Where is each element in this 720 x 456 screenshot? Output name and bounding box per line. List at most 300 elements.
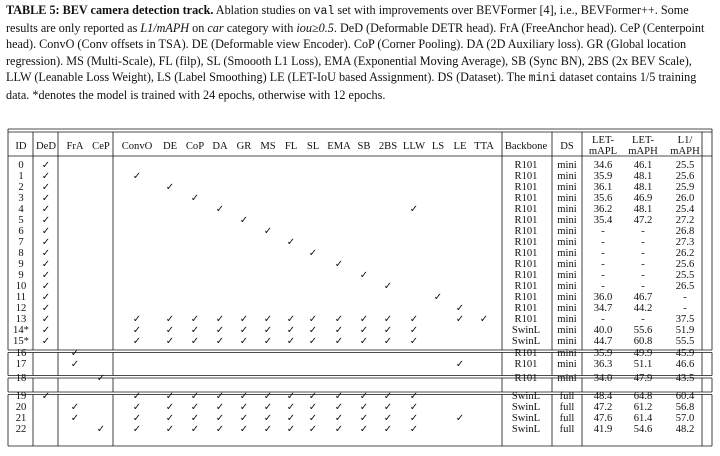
row-id: 7	[18, 237, 24, 248]
cell-let-maph: 44.2	[633, 303, 653, 314]
header-llw: LLW	[402, 141, 426, 152]
check-mark-icon: ✓	[409, 402, 419, 413]
cell-l1-maph: -	[683, 303, 687, 314]
check-mark-icon: ✓	[263, 402, 273, 413]
check-mark-icon: ✓	[383, 402, 393, 413]
check-mark-icon: ✓	[409, 314, 419, 325]
cell-let-mapl: -	[601, 226, 605, 237]
cell-backbone: SwinL	[511, 402, 541, 413]
cell-let-mapl: -	[601, 314, 605, 325]
cell-backbone: R101	[514, 160, 538, 171]
row-id: 14*	[13, 325, 29, 336]
cell-backbone: SwinL	[511, 424, 541, 435]
caption-metric: L1/mAPH	[140, 21, 190, 36]
header-da: DA	[212, 141, 228, 152]
check-mark-icon: ✓	[41, 215, 51, 226]
cell-let-maph: 51.1	[633, 359, 653, 370]
cell-dataset: mini	[557, 171, 577, 182]
check-mark-icon: ✓	[334, 314, 344, 325]
header-le: LE	[453, 141, 467, 152]
check-mark-icon: ✓	[165, 325, 175, 336]
check-mark-icon: ✓	[455, 413, 465, 424]
check-mark-icon: ✓	[132, 314, 142, 325]
row-id: 17	[15, 359, 27, 370]
check-mark-icon: ✓	[409, 325, 419, 336]
caption-text: category with	[223, 21, 297, 36]
check-mark-icon: ✓	[383, 391, 393, 402]
row-id: 15*	[13, 336, 29, 347]
caption-title: BEV camera detection track.	[62, 3, 214, 17]
cell-let-mapl: -	[601, 270, 605, 281]
cell-dataset: mini	[557, 248, 577, 259]
cell-dataset: mini	[557, 314, 577, 325]
header-ema: EMA	[327, 141, 351, 152]
row-id: 20	[15, 402, 27, 413]
header-let-mapl: LET-	[592, 135, 614, 146]
row-id: 5	[18, 215, 24, 226]
check-mark-icon: ✓	[359, 402, 369, 413]
check-mark-icon: ✓	[132, 171, 142, 182]
cell-let-maph: -	[641, 314, 645, 325]
check-mark-icon: ✓	[41, 248, 51, 259]
cell-let-maph: 61.4	[633, 413, 653, 424]
check-mark-icon: ✓	[190, 325, 200, 336]
check-mark-icon: ✓	[359, 314, 369, 325]
row-id: 16	[15, 348, 27, 359]
cell-dataset: mini	[557, 182, 577, 193]
cell-l1-maph: 27.3	[675, 237, 695, 248]
check-mark-icon: ✓	[455, 303, 465, 314]
cell-dataset: mini	[557, 270, 577, 281]
check-mark-icon: ✓	[132, 391, 142, 402]
cell-let-mapl: 36.0	[593, 292, 613, 303]
cell-l1-maph: 48.2	[675, 424, 695, 435]
row-id: 18	[15, 373, 27, 384]
cell-let-mapl: -	[601, 259, 605, 270]
cell-dataset: full	[559, 402, 575, 413]
check-mark-icon: ✓	[334, 413, 344, 424]
cell-l1-maph: 25.5	[675, 270, 695, 281]
check-mark-icon: ✓	[215, 413, 225, 424]
check-mark-icon: ✓	[286, 237, 296, 248]
header-let-maph: LET-	[632, 135, 654, 146]
cell-let-maph: -	[641, 237, 645, 248]
cell-dataset: mini	[557, 204, 577, 215]
check-mark-icon: ✓	[165, 424, 175, 435]
caption-code-mini: mini	[528, 71, 557, 85]
header-ds: DS	[560, 141, 574, 152]
cell-backbone: R101	[514, 292, 538, 303]
cell-backbone: SwinL	[511, 336, 541, 347]
cell-let-maph: 48.1	[633, 204, 653, 215]
header-l1-maph: L1/	[677, 135, 693, 146]
cell-let-mapl: 47.2	[593, 402, 613, 413]
caption-fraction: 1/5	[639, 69, 656, 84]
check-mark-icon: ✓	[286, 336, 296, 347]
cell-dataset: mini	[557, 281, 577, 292]
row-id: 13	[15, 314, 27, 325]
check-mark-icon: ✓	[239, 424, 249, 435]
cell-backbone: R101	[514, 270, 538, 281]
cell-backbone: R101	[514, 281, 538, 292]
cell-l1-maph: 56.8	[675, 402, 695, 413]
cell-let-maph: 49.9	[633, 348, 653, 359]
check-mark-icon: ✓	[215, 325, 225, 336]
row-id: 3	[18, 193, 24, 204]
check-mark-icon: ✓	[334, 336, 344, 347]
caption-code-val: val	[313, 5, 335, 18]
header-cop: CoP	[185, 141, 205, 152]
caption-text: on	[189, 21, 208, 36]
cell-let-maph: 47.9	[633, 373, 653, 384]
check-mark-icon: ✓	[165, 336, 175, 347]
check-mark-icon: ✓	[132, 402, 142, 413]
check-mark-icon: ✓	[334, 402, 344, 413]
check-mark-icon: ✓	[239, 391, 249, 402]
check-mark-icon: ✓	[383, 336, 393, 347]
cell-let-mapl: -	[601, 237, 605, 248]
cell-let-mapl: 48.4	[593, 391, 613, 402]
cell-dataset: mini	[557, 226, 577, 237]
check-mark-icon: ✓	[334, 391, 344, 402]
check-mark-icon: ✓	[286, 314, 296, 325]
cell-backbone: R101	[514, 226, 538, 237]
check-mark-icon: ✓	[239, 402, 249, 413]
check-mark-icon: ✓	[263, 424, 273, 435]
row-id: 0	[18, 160, 24, 171]
cell-dataset: mini	[557, 215, 577, 226]
caption-text: set with improvements over BEVFormer [4], i.e., BEVFormer++. Some results are only reported as	[6, 3, 689, 36]
check-mark-icon: ✓	[239, 215, 249, 226]
check-mark-icon: ✓	[70, 413, 80, 424]
check-mark-icon: ✓	[334, 325, 344, 336]
check-mark-icon: ✓	[165, 413, 175, 424]
check-mark-icon: ✓	[41, 270, 51, 281]
row-id: 9	[18, 259, 24, 270]
cell-let-maph: 46.7	[633, 292, 653, 303]
check-mark-icon: ✓	[359, 325, 369, 336]
cell-backbone: R101	[514, 314, 538, 325]
check-mark-icon: ✓	[263, 336, 273, 347]
check-mark-icon: ✓	[190, 314, 200, 325]
cell-backbone: R101	[514, 204, 538, 215]
check-mark-icon: ✓	[359, 270, 369, 281]
row-id: 2	[18, 182, 24, 193]
check-mark-icon: ✓	[41, 182, 51, 193]
check-mark-icon: ✓	[165, 182, 175, 193]
header-backbone: Backbone	[504, 141, 548, 152]
check-mark-icon: ✓	[286, 325, 296, 336]
check-mark-icon: ✓	[263, 391, 273, 402]
check-mark-icon: ✓	[41, 336, 51, 347]
check-mark-icon: ✓	[132, 413, 142, 424]
check-mark-icon: ✓	[383, 413, 393, 424]
cell-dataset: mini	[557, 348, 577, 359]
caption-text: Ablation studies on	[213, 3, 314, 17]
check-mark-icon: ✓	[239, 314, 249, 325]
check-mark-icon: ✓	[263, 413, 273, 424]
check-mark-icon: ✓	[41, 237, 51, 248]
cell-let-maph: -	[641, 281, 645, 292]
check-mark-icon: ✓	[383, 281, 393, 292]
check-mark-icon: ✓	[455, 314, 465, 325]
cell-l1-maph: 25.4	[675, 204, 695, 215]
cell-dataset: mini	[557, 336, 577, 347]
check-mark-icon: ✓	[215, 336, 225, 347]
check-mark-icon: ✓	[308, 413, 318, 424]
cell-backbone: SwinL	[511, 391, 541, 402]
check-mark-icon: ✓	[41, 325, 51, 336]
cell-l1-maph: 27.2	[675, 215, 695, 226]
header-cep: CeP	[92, 141, 110, 152]
cell-let-maph: -	[641, 259, 645, 270]
cell-l1-maph: -	[683, 292, 687, 303]
cell-l1-maph: 26.8	[675, 226, 695, 237]
check-mark-icon: ✓	[70, 402, 80, 413]
cell-dataset: mini	[557, 373, 577, 384]
cell-let-maph: 54.6	[633, 424, 653, 435]
check-mark-icon: ✓	[41, 281, 51, 292]
row-id: 12	[15, 303, 27, 314]
check-mark-icon: ✓	[215, 402, 225, 413]
cell-dataset: mini	[557, 303, 577, 314]
header-2bs: 2BS	[378, 141, 398, 152]
check-mark-icon: ✓	[215, 204, 225, 215]
check-mark-icon: ✓	[41, 226, 51, 237]
check-mark-icon: ✓	[383, 314, 393, 325]
check-mark-icon: ✓	[215, 391, 225, 402]
cell-let-maph: 46.1	[633, 160, 653, 171]
header-fra: FrA	[66, 141, 84, 152]
cell-l1-maph: 45.9	[675, 348, 695, 359]
check-mark-icon: ✓	[383, 424, 393, 435]
cell-let-mapl: 47.6	[593, 413, 613, 424]
cell-l1-maph: 25.6	[675, 171, 695, 182]
check-mark-icon: ✓	[41, 259, 51, 270]
cell-l1-maph: 60.4	[675, 391, 695, 402]
cell-let-mapl: -	[601, 248, 605, 259]
cell-let-maph: 60.8	[633, 336, 653, 347]
check-mark-icon: ✓	[308, 314, 318, 325]
caption-text: dataset contains	[556, 69, 640, 84]
check-mark-icon: ✓	[409, 391, 419, 402]
check-mark-icon: ✓	[334, 424, 344, 435]
caption-text: training data. *denotes the model is trained with 24 epochs, otherwise with 12 epochs.	[6, 69, 697, 103]
check-mark-icon: ✓	[239, 413, 249, 424]
check-mark-icon: ✓	[359, 391, 369, 402]
cell-let-maph: -	[641, 248, 645, 259]
cell-let-mapl: 35.9	[593, 171, 613, 182]
cell-let-mapl: 34.0	[593, 373, 613, 384]
check-mark-icon: ✓	[479, 314, 489, 325]
cell-dataset: full	[559, 391, 575, 402]
cell-backbone: R101	[514, 248, 538, 259]
cell-let-maph: -	[641, 226, 645, 237]
header-fl: FL	[284, 141, 298, 152]
cell-backbone: R101	[514, 215, 538, 226]
caption-category: car	[207, 21, 224, 36]
check-mark-icon: ✓	[433, 292, 443, 303]
check-mark-icon: ✓	[41, 171, 51, 182]
cell-dataset: mini	[557, 359, 577, 370]
cell-dataset: mini	[557, 259, 577, 270]
check-mark-icon: ✓	[239, 336, 249, 347]
cell-let-mapl: 40.0	[593, 325, 613, 336]
cell-backbone: R101	[514, 259, 538, 270]
check-mark-icon: ✓	[96, 424, 106, 435]
cell-dataset: full	[559, 424, 575, 435]
header-tta: TTA	[474, 141, 494, 152]
check-mark-icon: ✓	[286, 413, 296, 424]
cell-let-maph: -	[641, 270, 645, 281]
check-mark-icon: ✓	[359, 424, 369, 435]
cell-l1-maph: 57.0	[675, 413, 695, 424]
cell-let-mapl: 35.9	[593, 348, 613, 359]
cell-backbone: R101	[514, 359, 538, 370]
check-mark-icon: ✓	[165, 391, 175, 402]
check-mark-icon: ✓	[409, 204, 419, 215]
cell-l1-maph: 25.9	[675, 182, 695, 193]
cell-let-maph: 48.1	[633, 171, 653, 182]
check-mark-icon: ✓	[41, 160, 51, 171]
check-mark-icon: ✓	[41, 292, 51, 303]
row-id: 6	[18, 226, 24, 237]
header-gr: GR	[236, 141, 252, 152]
check-mark-icon: ✓	[215, 424, 225, 435]
cell-backbone: R101	[514, 237, 538, 248]
cell-let-maph: 64.8	[633, 391, 653, 402]
cell-l1-maph: 55.5	[675, 336, 695, 347]
cell-backbone: SwinL	[511, 413, 541, 424]
caption-text: . DeD (Deformable DETR head). FrA (FreeAnchor head). CeP (Centerpoint head). ConvO (Conv offsets in TSA). DE (Deformable view Encoder). CoP (Corner Pooling). DA (2D Auxiliary loss). GR (Global location regression). MS (Multi-Scale), FL (filp), SL (Smoooth L1 Loss), EMA (Exponential Moving Average), SB (Sync BN), 2BS (2x BEV Scale), LLW (Leanable Loss Weight), LS (Label Smoothing) LE (LET-IoU based Assignment). DS (Dataset). The	[6, 21, 705, 84]
check-mark-icon: ✓	[41, 314, 51, 325]
check-mark-icon: ✓	[190, 413, 200, 424]
cell-let-mapl: 41.9	[593, 424, 613, 435]
check-mark-icon: ✓	[70, 348, 80, 359]
cell-backbone: R101	[514, 193, 538, 204]
check-mark-icon: ✓	[308, 325, 318, 336]
check-mark-icon: ✓	[263, 325, 273, 336]
caption-iou: iou≥0.5	[296, 21, 334, 36]
cell-let-mapl: 44.7	[593, 336, 613, 347]
header-l1-maph-line2: mAPH	[670, 146, 700, 157]
cell-dataset: mini	[557, 325, 577, 336]
check-mark-icon: ✓	[190, 336, 200, 347]
check-mark-icon: ✓	[383, 325, 393, 336]
cell-let-mapl: 34.7	[593, 303, 613, 314]
row-id: 21	[15, 413, 27, 424]
check-mark-icon: ✓	[41, 303, 51, 314]
header-ls: LS	[431, 141, 445, 152]
cell-let-mapl: -	[601, 281, 605, 292]
check-mark-icon: ✓	[286, 424, 296, 435]
cell-l1-maph: 37.5	[675, 314, 695, 325]
cell-backbone: R101	[514, 303, 538, 314]
row-id: 9	[18, 270, 24, 281]
cell-l1-maph: 51.9	[675, 325, 695, 336]
check-mark-icon: ✓	[334, 259, 344, 270]
check-mark-icon: ✓	[286, 391, 296, 402]
check-mark-icon: ✓	[263, 226, 273, 237]
cell-l1-maph: 26.2	[675, 248, 695, 259]
check-mark-icon: ✓	[190, 402, 200, 413]
cell-l1-maph: 25.5	[675, 160, 695, 171]
cell-let-mapl: 35.4	[593, 215, 613, 226]
cell-l1-maph: 26.5	[675, 281, 695, 292]
check-mark-icon: ✓	[409, 424, 419, 435]
check-mark-icon: ✓	[41, 204, 51, 215]
check-mark-icon: ✓	[286, 402, 296, 413]
check-mark-icon: ✓	[70, 359, 80, 370]
check-mark-icon: ✓	[308, 424, 318, 435]
check-mark-icon: ✓	[132, 336, 142, 347]
cell-backbone: R101	[514, 348, 538, 359]
check-mark-icon: ✓	[308, 336, 318, 347]
row-id: 22	[15, 424, 27, 435]
cell-let-mapl: 36.1	[593, 182, 613, 193]
check-mark-icon: ✓	[41, 193, 51, 204]
cell-backbone: SwinL	[511, 325, 541, 336]
cell-dataset: mini	[557, 160, 577, 171]
check-mark-icon: ✓	[263, 314, 273, 325]
cell-let-mapl: 36.2	[593, 204, 613, 215]
cell-l1-maph: 43.5	[675, 373, 695, 384]
cell-let-maph: 48.1	[633, 182, 653, 193]
check-mark-icon: ✓	[132, 325, 142, 336]
check-mark-icon: ✓	[409, 336, 419, 347]
check-mark-icon: ✓	[190, 424, 200, 435]
check-mark-icon: ✓	[132, 424, 142, 435]
cell-let-mapl: 35.6	[593, 193, 613, 204]
check-mark-icon: ✓	[308, 391, 318, 402]
cell-dataset: mini	[557, 292, 577, 303]
header-sl: SL	[306, 141, 320, 152]
check-mark-icon: ✓	[190, 391, 200, 402]
cell-let-mapl: 36.3	[593, 359, 613, 370]
cell-let-maph: 46.9	[633, 193, 653, 204]
header-convo: ConvO	[121, 141, 153, 152]
header-de: DE	[162, 141, 178, 152]
cell-dataset: mini	[557, 237, 577, 248]
check-mark-icon: ✓	[215, 314, 225, 325]
header-ms: MS	[260, 141, 276, 152]
check-mark-icon: ✓	[409, 413, 419, 424]
header-sb: SB	[357, 141, 371, 152]
check-mark-icon: ✓	[96, 373, 106, 384]
check-mark-icon: ✓	[41, 391, 51, 402]
cell-l1-maph: 46.6	[675, 359, 695, 370]
check-mark-icon: ✓	[165, 402, 175, 413]
cell-dataset: mini	[557, 193, 577, 204]
row-id: 8	[18, 248, 24, 259]
cell-let-maph: 55.6	[633, 325, 653, 336]
caption-label: TABLE 5:	[6, 3, 63, 17]
header-let-mapl-line2: mAPL	[588, 146, 618, 157]
row-id: 11	[15, 292, 27, 303]
row-id: 10	[15, 281, 27, 292]
row-id: 4	[18, 204, 24, 215]
check-mark-icon: ✓	[308, 248, 318, 259]
check-mark-icon: ✓	[165, 314, 175, 325]
cell-dataset: full	[559, 413, 575, 424]
cell-let-mapl: 34.6	[593, 160, 613, 171]
row-id: 1	[18, 171, 24, 182]
check-mark-icon: ✓	[190, 193, 200, 204]
header-id: ID	[15, 141, 27, 152]
row-id: 19	[15, 391, 27, 402]
check-mark-icon: ✓	[455, 359, 465, 370]
check-mark-icon: ✓	[239, 325, 249, 336]
